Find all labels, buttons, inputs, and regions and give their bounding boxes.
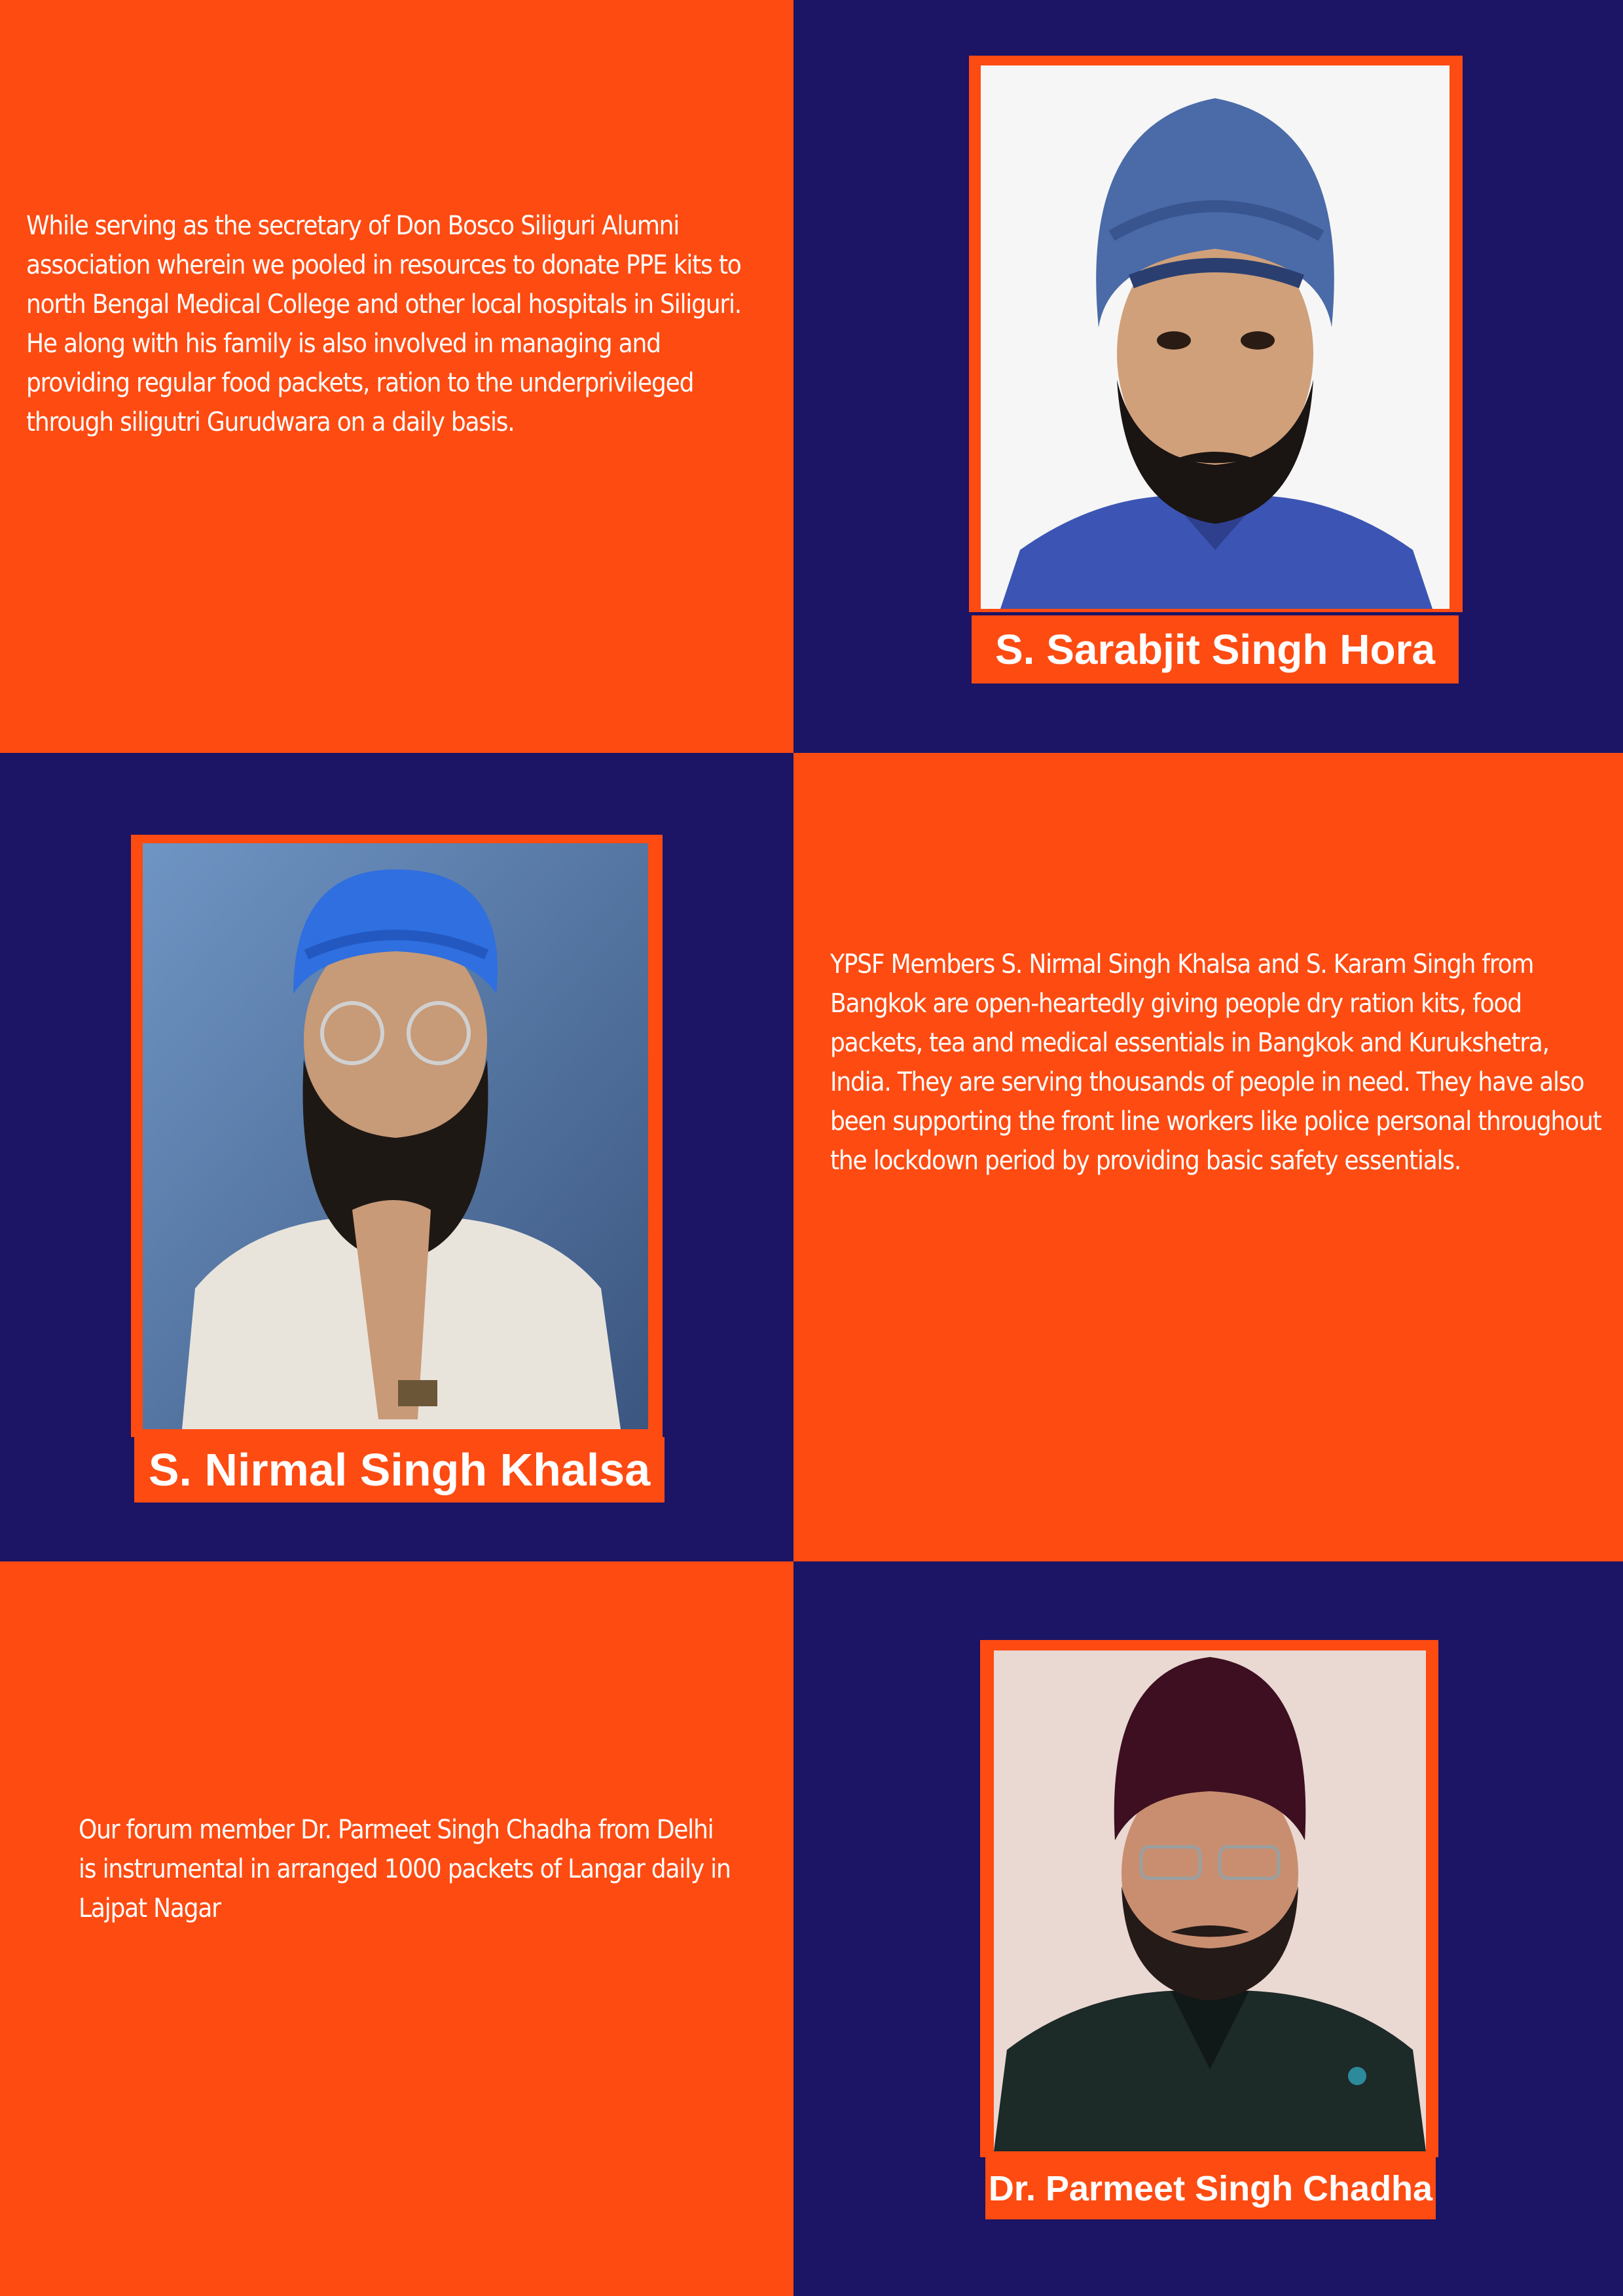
nirmal-name-label: S. Nirmal Singh Khalsa (134, 1437, 665, 1503)
sarabjit-portrait (981, 65, 1450, 609)
parmeet-portrait (994, 1650, 1426, 2151)
parmeet-name-label: Dr. Parmeet Singh Chadha (985, 2157, 1436, 2219)
nirmal-portrait (143, 843, 648, 1429)
panel-2-text-area (793, 753, 1623, 1561)
panel-2-photo-area (0, 753, 793, 1561)
panel-1-photo-area (793, 0, 1623, 753)
sarabjit-bio: While serving as the secretary of Don Bosco Siliguri Alumni association wherein we pooled in resources to donate PPE kits to north Bengal Medical College and other local hospitals in Siliguri. He along with his family is also involved in managing and providing regular food packets, ration to the underprivileged through siligutri Gurudwara on a daily basis. (26, 211, 741, 437)
nirmal-bio: YPSF Members S. Nirmal Singh Khalsa and S. Karam Singh from Bangkok are open-heartedly giving people dry ration kits, food packets, tea and medical essentials in Bangkok and Kurukshetra, India. They are serving thousands of people in need. They have also been supporting the front line workers like police personal throughout the lockdown period by providing basic safety essentials. (830, 949, 1601, 1176)
panel-1-text-area (0, 0, 793, 753)
panel-3-photo-area (793, 1561, 1623, 2296)
sarabjit-name-label: S. Sarabjit Singh Hora (972, 615, 1459, 683)
panel-3-text-area (0, 1561, 793, 2296)
parmeet-bio: Our forum member Dr. Parmeet Singh Chadha from Delhi is instrumental in arranged 1000 packets of Langar daily in Lajpat Nagar (79, 1815, 731, 1923)
